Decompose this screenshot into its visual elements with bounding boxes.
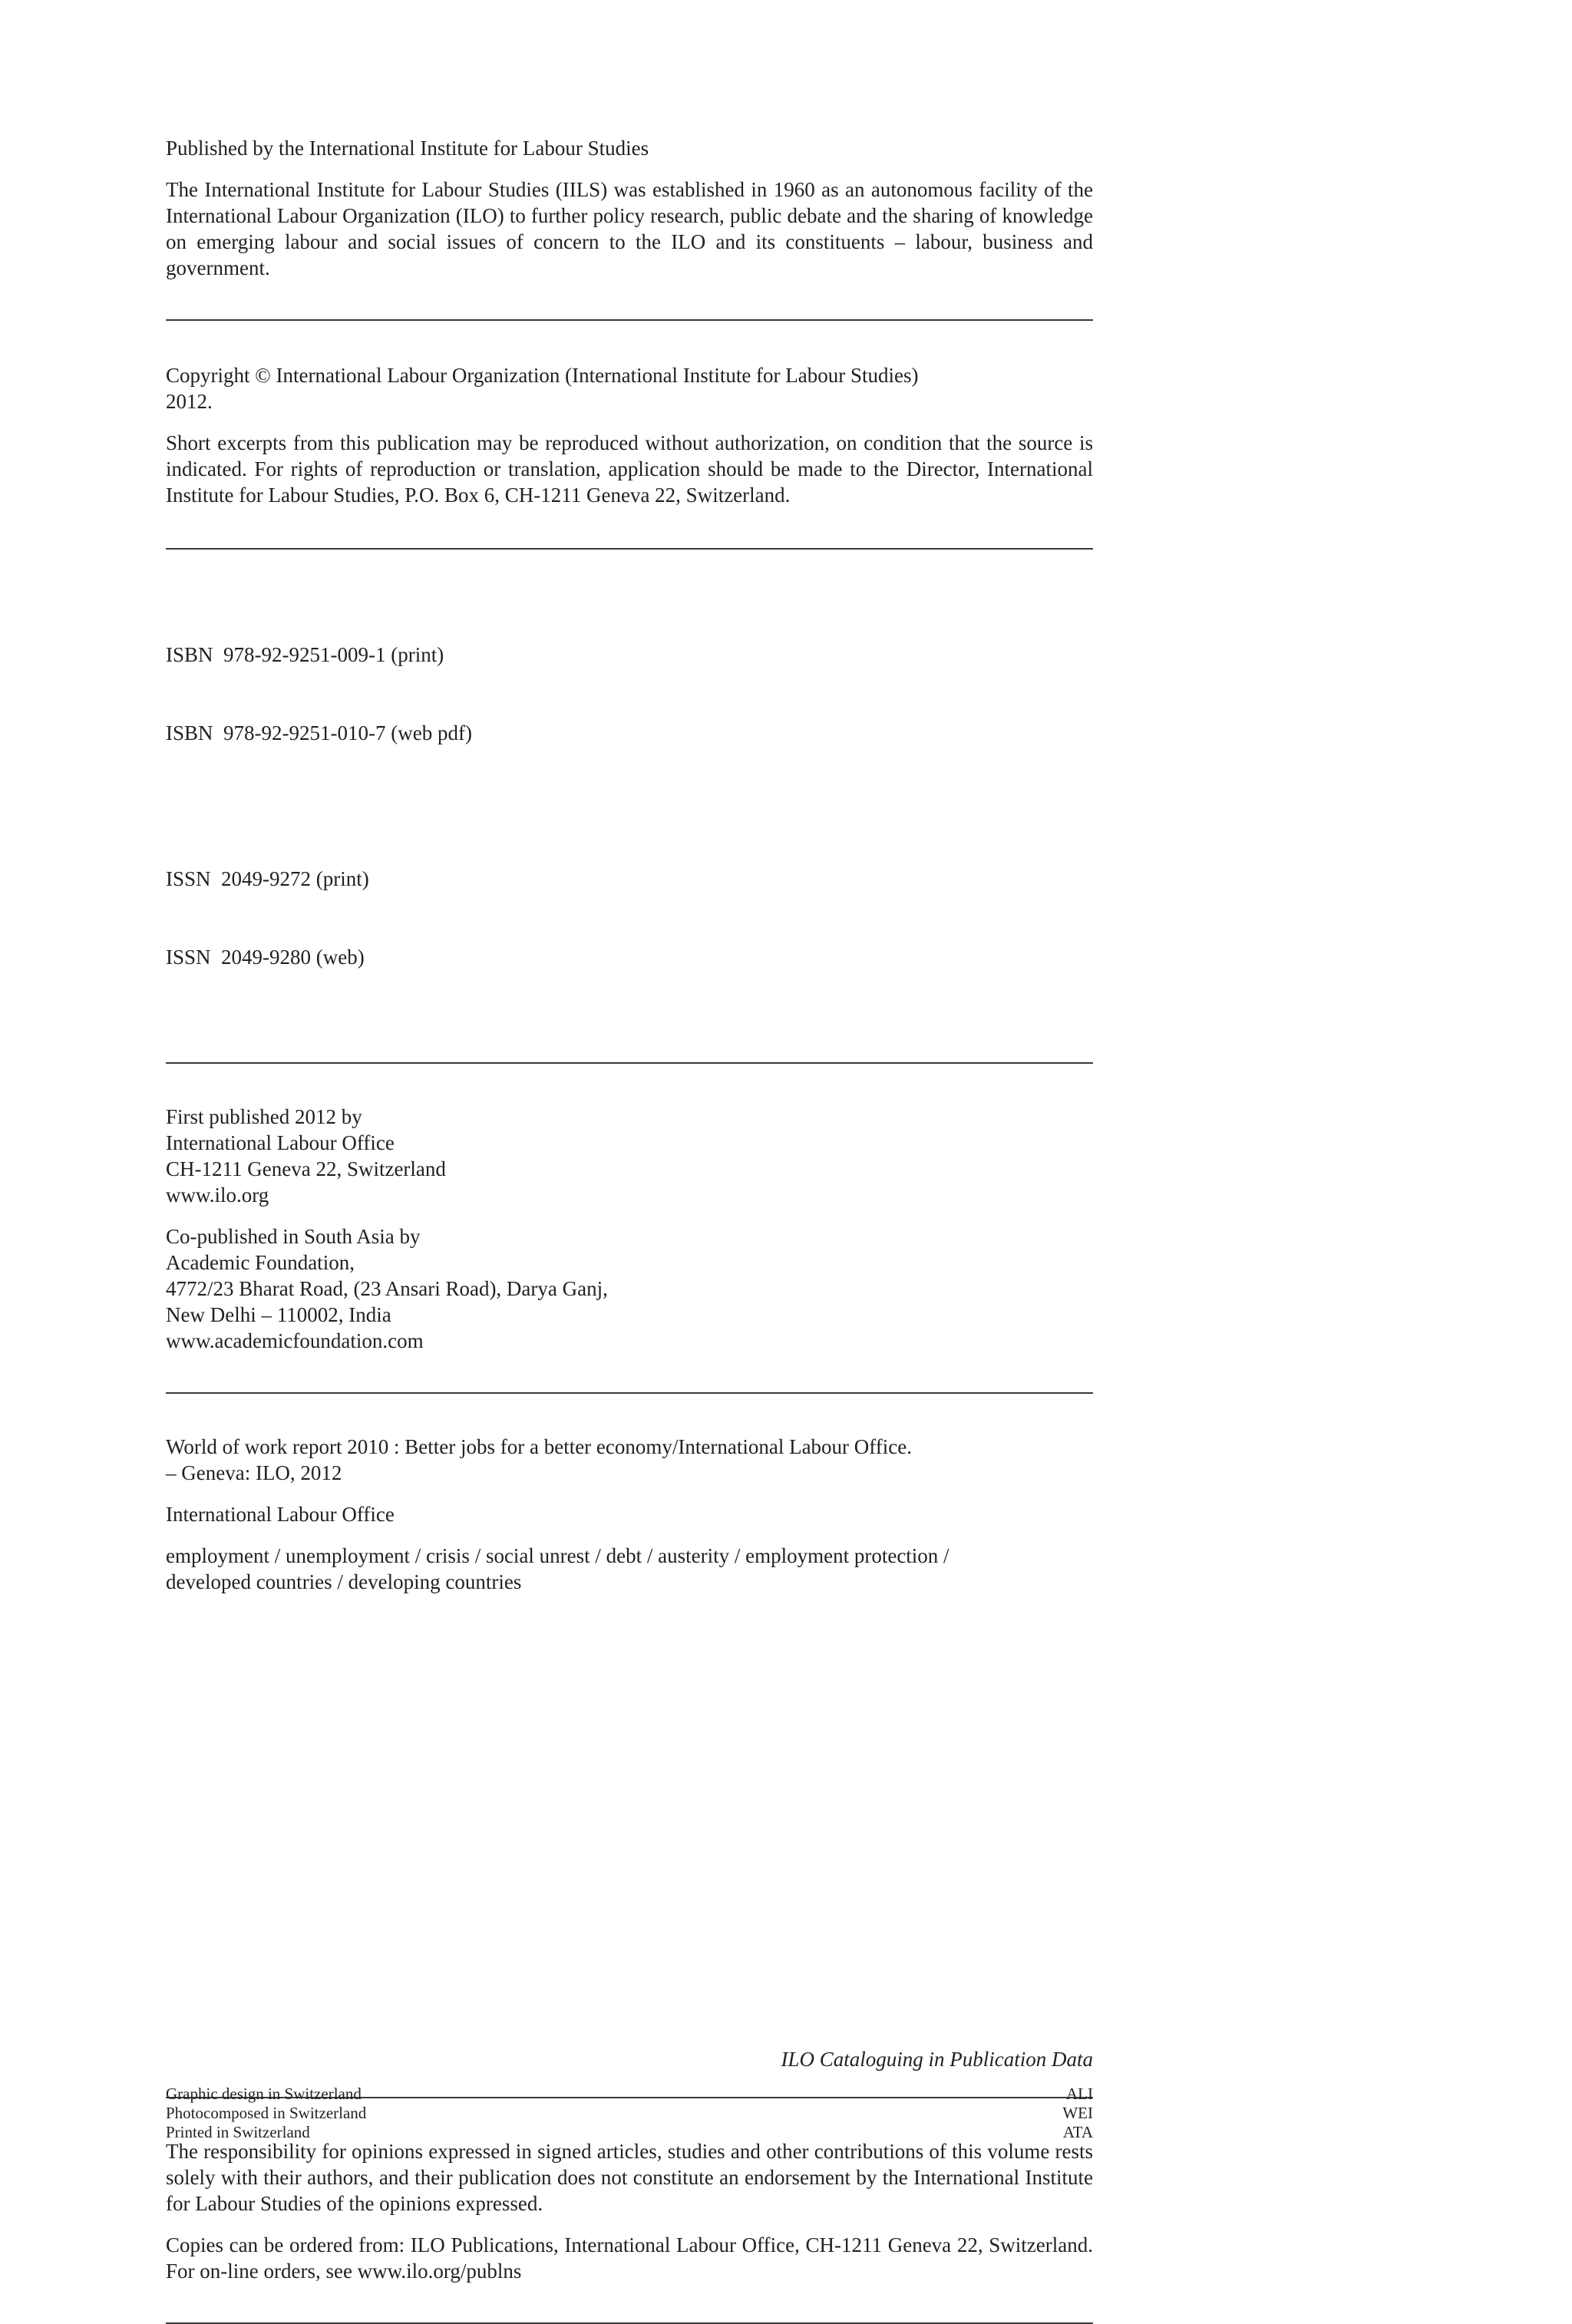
credit-line: Graphic design in Switzerland: [166, 2085, 362, 2103]
ilo-website: www.ilo.org: [166, 1183, 269, 1207]
copyright-section: [166, 362, 1093, 508]
keywords-line: employment / unemployment / crisis / social unrest / debt / austerity / employment protection /: [166, 1544, 949, 1567]
isbn-list: [166, 589, 1093, 798]
printer-code: ATA: [1062, 2123, 1093, 2141]
printing-credits: [166, 2085, 366, 2142]
academic-foundation-website: www.academicfoundation.com: [166, 1329, 424, 1352]
co-published-line: 4772/23 Bharat Road, (23 Ansari Road), Darya Ganj,: [166, 1277, 608, 1300]
printer-code: ALI: [1066, 2085, 1093, 2103]
publication-section: [166, 1104, 1093, 1354]
catalogue-title-line: – Geneva: ILO, 2012: [166, 1461, 342, 1484]
divider: [166, 319, 1093, 321]
publisher-description: The International Institute for Labour Studies (IILS) was established in 1960 as an autonomous facility of the International Labour Organization (ILO) to further policy research, public debate and the sharing of knowledge on emerging labour and social issues of concern to the ILO and its constituents – labour, business and government.: [166, 178, 1093, 279]
credit-line: Photocomposed in Switzerland: [166, 2104, 367, 2122]
first-published-block: [166, 1104, 1093, 1208]
identifiers-section: [166, 589, 1093, 1022]
imprint-page: [166, 135, 1093, 2324]
co-published-line: New Delhi – 110002, India: [166, 1303, 391, 1326]
issn-list: [166, 814, 1093, 1022]
first-published-line: International Labour Office: [166, 1131, 395, 1154]
publisher-heading: Published by the International Institute for Labour Studies: [166, 137, 649, 160]
responsibility-disclaimer: The responsibility for opinions expressed in signed articles, studies and other contributions of this volume rests solely with their authors, and their publication does not constitute an endorsement by the International Institute for Labour Studies of the opinions expressed.: [166, 2140, 1093, 2215]
first-published-line: First published 2012 by: [166, 1105, 362, 1128]
first-published-line: CH-1211 Geneva 22, Switzerland: [166, 1157, 446, 1180]
copyright-line: Copyright © International Labour Organization (International Institute for Labour Studies): [166, 364, 919, 387]
keywords-line: developed countries / developing countries: [166, 1570, 522, 1593]
co-published-block: [166, 1223, 1093, 1354]
printer-code: WEI: [1062, 2104, 1093, 2122]
isbn-web: ISBN 978-92-9251-010-7 (web pdf): [166, 721, 472, 744]
reproduction-notice: Short excerpts from this publication may be reproduced without authorization, on condition that the source is indicated. For rights of reproduction or translation, application should be made to the Director, International Institute for Labour Studies, P.O. Box 6, CH-1211 Geneva 22, Switzerland.: [166, 431, 1093, 507]
cataloguing-label: ILO Cataloguing in Publication Data: [781, 2048, 1093, 2071]
copyright-year: 2012.: [166, 390, 213, 413]
disclaimer-section: [166, 2138, 1093, 2284]
ordering-info: Copies can be ordered from: ILO Publications, International Labour Office, CH-1211 Geneva 22, Switzerland. For on-line orders, see www.ilo.org/publns: [166, 2233, 1093, 2283]
issn-web: ISSN 2049-9280 (web): [166, 946, 365, 969]
catalogue-publisher: International Labour Office: [166, 1503, 395, 1526]
credit-line: Printed in Switzerland: [166, 2123, 310, 2141]
cataloguing-section: [166, 1434, 1093, 2072]
divider: [166, 1062, 1093, 1064]
catalogue-keywords: [166, 1543, 1093, 1595]
catalogue-title: [166, 1434, 1093, 1486]
divider: [166, 548, 1093, 550]
co-published-line: Academic Foundation,: [166, 1251, 355, 1274]
catalogue-title-line: World of work report 2010 : Better jobs for a better economy/International Labour Office.: [166, 1435, 913, 1458]
issn-print: ISSN 2049-9272 (print): [166, 867, 369, 890]
printing-footer: [166, 2085, 1093, 2142]
copyright-statement: [166, 362, 1093, 414]
co-published-line: Co-published in South Asia by: [166, 1225, 421, 1248]
isbn-print: ISBN 978-92-9251-009-1 (print): [166, 643, 444, 666]
printer-codes: [1062, 2085, 1093, 2142]
divider: [166, 1392, 1093, 1394]
publisher-section: [166, 135, 1093, 281]
